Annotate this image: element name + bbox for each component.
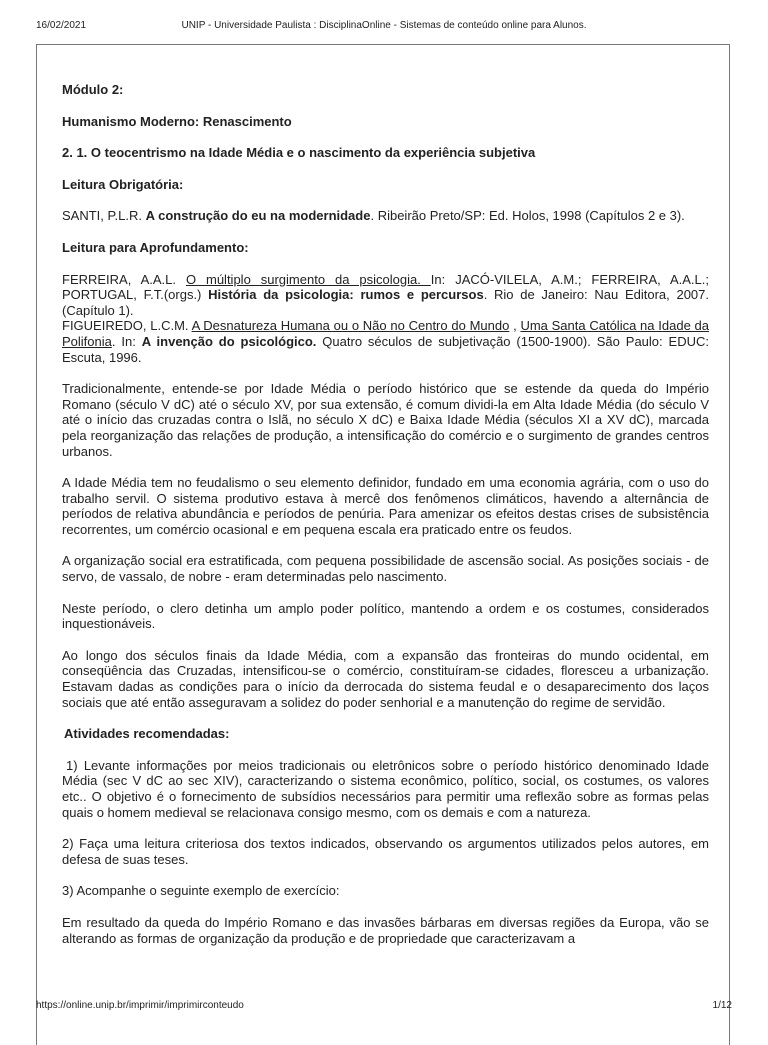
ref-title: A construção do eu na modernidade — [145, 208, 371, 224]
section-title: 2. 1. O teocentrismo na Idade Média e o nascimento da experiência subjetiva — [62, 145, 536, 161]
required-reading-heading: Leitura Obrigatória: — [62, 176, 184, 192]
ref-editors: In: JACÓ-VILELA, A.M.; FERREIRA, A.A.L.; PORTUGAL, F.T.(orgs.) — [62, 271, 710, 303]
ref-publisher: Quatro séculos de subjetivação (1500-1900). São Paulo: EDUC: Escuta, 1996. — [62, 333, 709, 365]
paragraph: Tradicionalmente, entende-se por Idade Média o período histórico que se estende da queda do Império Romano (século V dC) até o século XV, por sua extensão, é comum dividi-la em Alta Idade Média (do século V até o início das cruzadas contra o Islã, no século X dC) e Baixa Idade Média (séculos XI a XV dC), marcada pela reorganização das relações de produção, a intensificação do comércio e o surgimento de grandes centros urbanos. — [62, 381, 709, 459]
ref-author: FIGUEIREDO, L.C.M. — [62, 318, 192, 334]
ref-author: FERREIRA, A.A.L. — [62, 271, 186, 287]
ref-publisher: . Ribeirão Preto/SP: Ed. Holos, 1998 (Capítulos 2 e 3). — [370, 208, 685, 224]
paragraph: A Idade Média tem no feudalismo o seu elemento definidor, fundado em uma economia agrária, com o uso do trabalho servil. O sistema produtivo estava à mercê dos fenômenos climáticos, havendo a alternância de períodos de relativa abundância e períodos de penúria. Para amenizar os efeitos destas crises de subsistência recorrentes, um comércio ocasional e em pequena escala era praticado entre os feudos. — [62, 475, 709, 537]
ref-author: SANTI, P.L.R. — [62, 208, 146, 224]
page-number: 1/12 — [712, 1000, 732, 1011]
further-reading-heading: Leitura para Aprofundamento: — [62, 239, 249, 255]
paragraph: Em resultado da queda do Império Romano e das invasões bárbaras em diversas regiões da Europa, vão se alterando as formas de organização da produção e de propriedade que caracterizavam a — [62, 914, 709, 946]
print-header — [0, 20, 768, 34]
paragraph: Neste período, o clero detinha um amplo poder político, mantendo a ordem e os costumes, considerados inquestionáveis. — [62, 600, 709, 632]
paragraph: A organização social era estratificada, com pequena possibilidade de ascensão social. As posições sociais - de servo, de vassalo, de nobre - eram determinadas pelo nascimento. — [62, 553, 709, 585]
ref-in: . In: — [111, 333, 142, 349]
print-footer — [0, 1000, 768, 1014]
ref-link[interactable]: Uma Santa Católica na Idade da Polifonia — [62, 318, 710, 349]
activity-item: 1) Levante informações por meios tradicionais ou eletrônicos sobre o período histórico denominado Idade Média (sec V dC ao sec XIV), caracterizando o sistema econômico, político, social, os costumes, os valores etc.. O objetivo é o fornecimento de subsídios necessários para permitir uma reflexão sobre as formas pelas quais o homem medieval se relacionava consigo mesmo, com os demais e com a natureza. — [62, 757, 709, 820]
ref-title: A invenção do psicológico. — [141, 333, 317, 349]
ref-publisher: . Rio de Janeiro: Nau Editora, 2007. (Capítulo 1). — [62, 287, 709, 318]
activity-item: 3) Acompanhe o seguinte exemplo de exercício: — [62, 883, 340, 899]
activities-heading: Atividades recomendadas: — [64, 726, 230, 742]
document-content — [62, 82, 709, 946]
ref-separator: , — [509, 318, 521, 334]
further-reading-ref-2 — [62, 318, 709, 365]
required-reading-ref — [62, 208, 709, 224]
print-url: https://online.unip.br/imprimir/imprimirconteudo — [36, 1000, 244, 1011]
paragraph: Ao longo dos séculos finais da Idade Média, com a expansão das fronteiras do mundo ocidental, em conseqüência das Cruzadas, intensificou-se o comércio, constituíram-se cidades, floresceu a urbanização. Estavam dadas as condições para o início da derrocada do sistema feudal e o desaparecimento dos laços sociais que até então asseguravam a solidez do poder senhorial e a manutenção do regime de servidão. — [62, 647, 709, 710]
ref-link[interactable]: O múltiplo surgimento da psicologia. — [185, 271, 431, 287]
print-date: 16/02/2021 — [36, 20, 87, 31]
module-subtitle: Humanismo Moderno: Renascimento — [62, 113, 292, 129]
further-reading-ref-1 — [62, 272, 709, 319]
print-title: UNIP - Universidade Paulista : DisciplinaOnline - Sistemas de conteúdo online para Alunos. — [181, 20, 587, 31]
ref-link[interactable]: A Desnatureza Humana ou o Não no Centro do Mundo — [191, 318, 510, 334]
module-title: Módulo 2: — [62, 82, 124, 97]
activity-item: 2) Faça uma leitura criteriosa dos textos indicados, observando os argumentos utilizados pelos autores, em defesa de suas teses. — [62, 836, 709, 867]
ref-title: História da psicologia: rumos e percursos — [208, 287, 484, 303]
